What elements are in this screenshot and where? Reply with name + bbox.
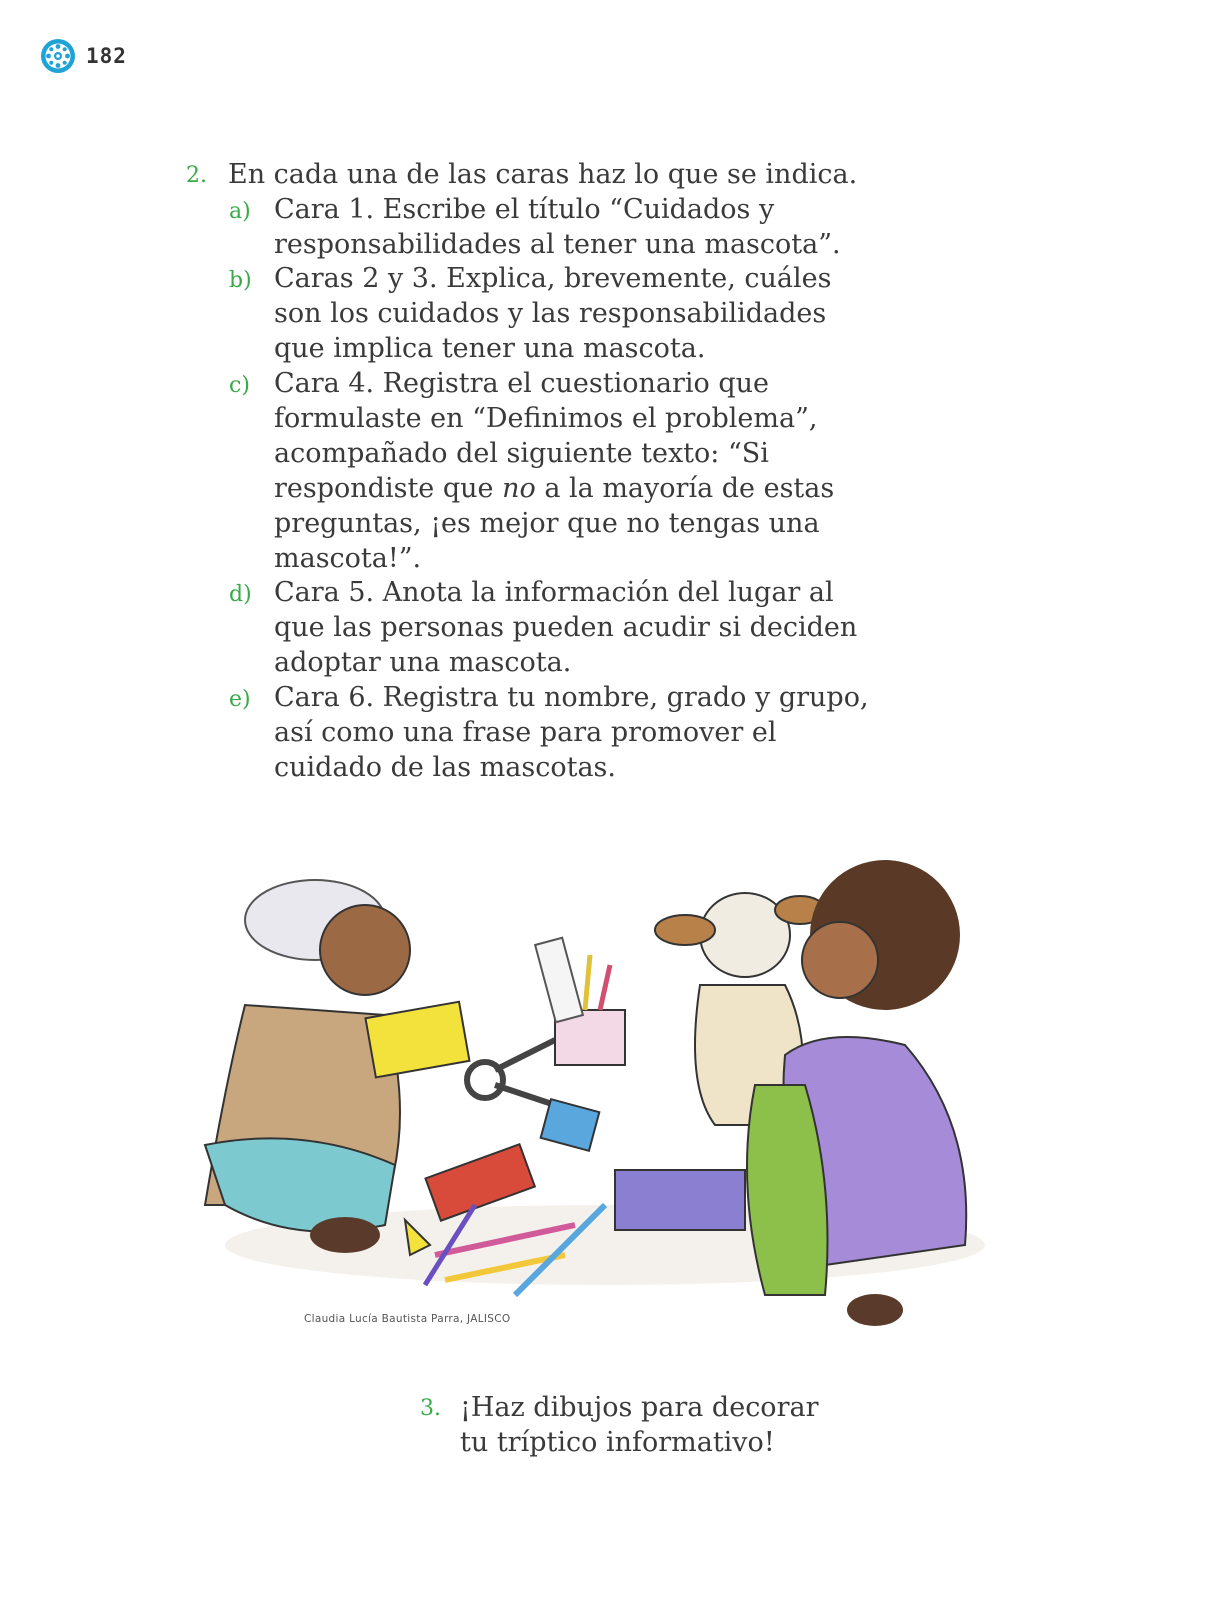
item-letter: d) <box>229 582 252 607</box>
task-intro: En cada una de las caras haz lo que se indica. <box>228 159 858 190</box>
illustration <box>185 825 1025 1345</box>
item-text <box>274 192 841 262</box>
text-line: formulaste en “Definimos el problema”, <box>274 403 818 434</box>
page-header <box>40 38 127 74</box>
text-line: preguntas, ¡es mejor que no tengas una <box>274 508 820 539</box>
text-line: que implica tener una mascota. <box>274 333 706 364</box>
item-text <box>274 261 831 366</box>
item-letter: b) <box>229 268 252 293</box>
item-letter: a) <box>229 199 251 224</box>
text-line: responsabilidades al tener una mascota”. <box>274 229 841 260</box>
text-line: mascota!”. <box>274 543 422 574</box>
item-letter: c) <box>229 373 250 398</box>
item-text <box>274 575 857 680</box>
text-line: son los cuidados y las responsabilidades <box>274 298 827 329</box>
text-line: Cara 1. Escribe el título “Cuidados y <box>274 194 775 225</box>
illustration-credit: Claudia Lucía Bautista Parra, JALISCO <box>304 1313 511 1325</box>
text-line <box>274 471 834 506</box>
item-letter: e) <box>229 687 251 712</box>
item-text <box>274 366 834 576</box>
text-segment: respondiste que <box>274 473 503 504</box>
task-text <box>460 1390 818 1460</box>
text-line: ¡Haz dibujos para decorar <box>460 1392 819 1423</box>
text-line: tu tríptico informativo! <box>460 1427 775 1458</box>
italic-word: no <box>502 473 536 504</box>
text-line: Cara 5. Anota la información del lugar al <box>274 577 834 608</box>
text-line: Cara 4. Registra el cuestionario que <box>274 368 770 399</box>
task-number: 3. <box>420 1396 441 1421</box>
page-number: 182 <box>86 44 127 68</box>
text-line: adoptar una mascota. <box>274 647 572 678</box>
text-line: cuidado de las mascotas. <box>274 752 616 783</box>
text-line: así como una frase para promover el <box>274 717 777 748</box>
text-line: que las personas pueden acudir si deciden <box>274 612 858 643</box>
text-line: acompañado del siguiente texto: “Si <box>274 438 769 469</box>
text-line: Cara 6. Registra tu nombre, grado y grupo, <box>274 682 869 713</box>
text-line: Caras 2 y 3. Explica, brevemente, cuáles <box>274 263 832 294</box>
star-gear-icon <box>40 38 76 74</box>
text-segment: a la mayoría de estas <box>535 473 835 504</box>
item-text <box>274 680 869 785</box>
task-number: 2. <box>186 163 207 188</box>
